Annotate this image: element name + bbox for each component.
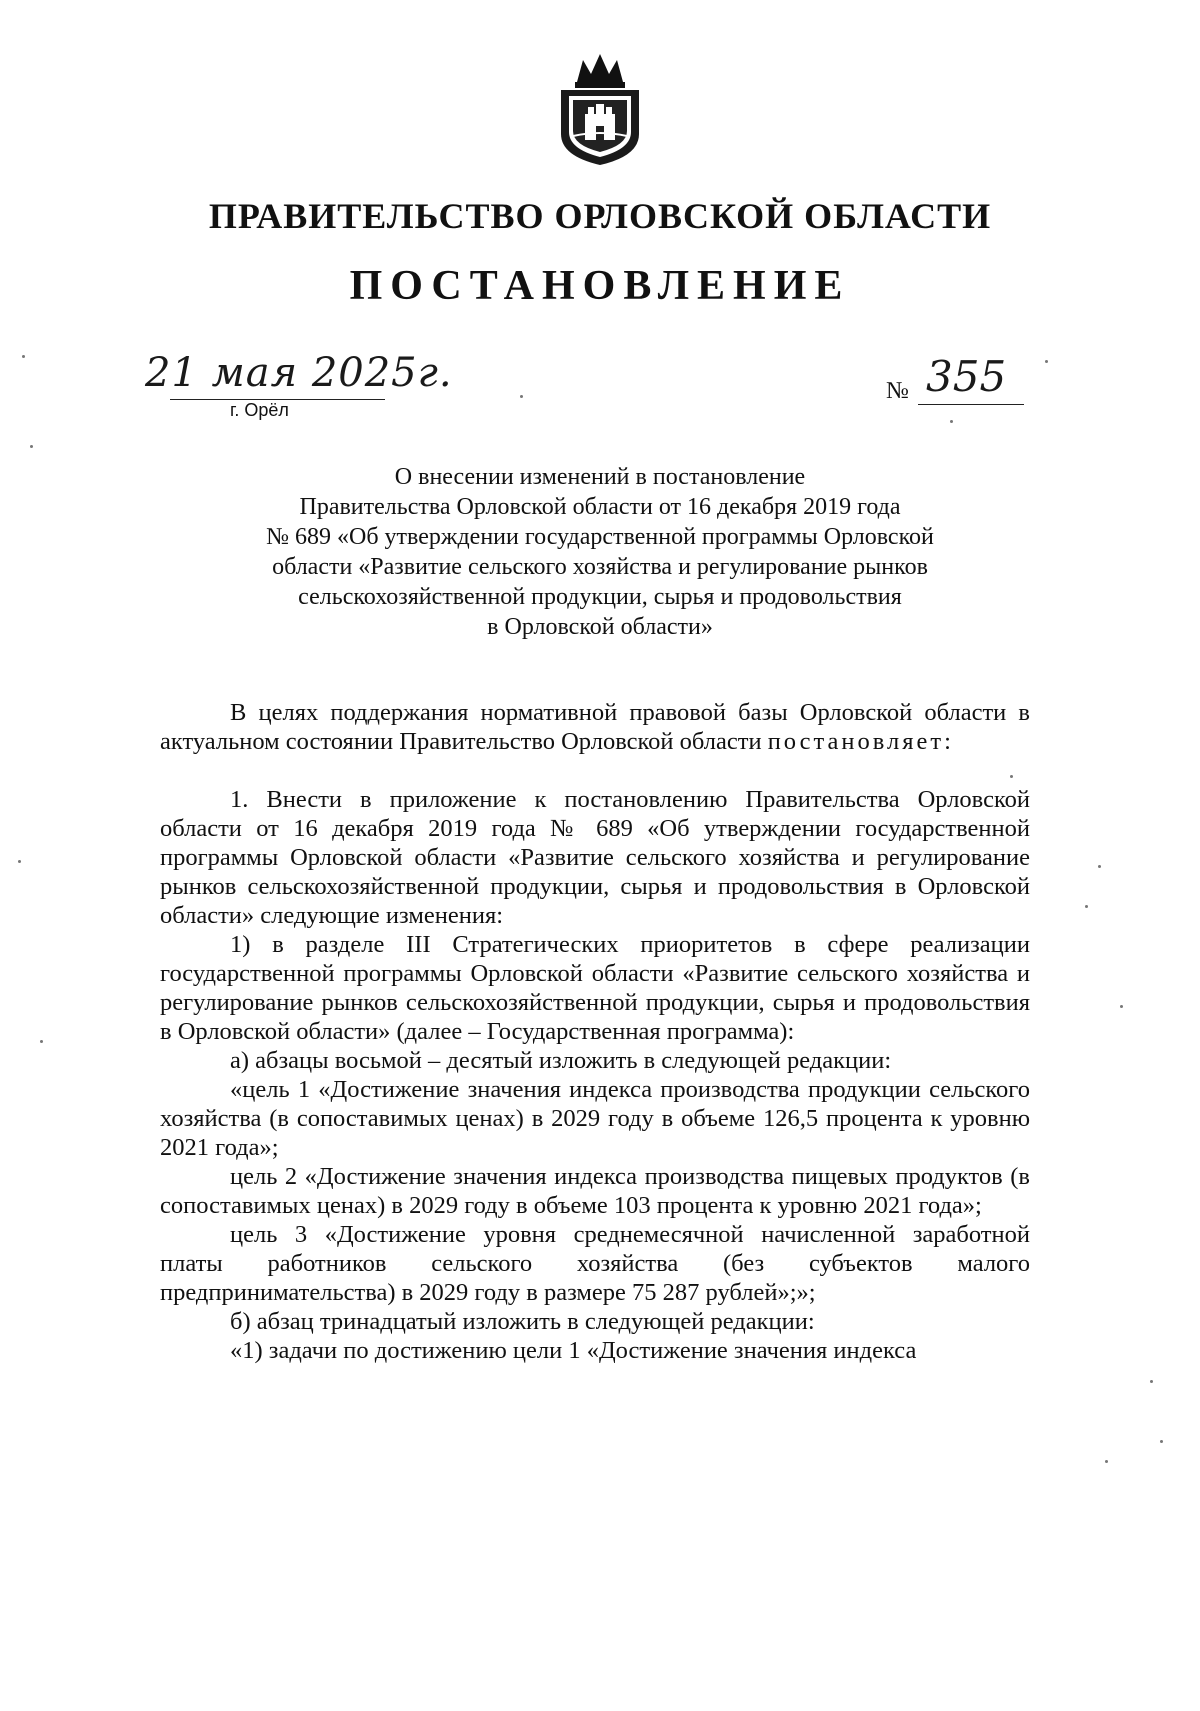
preamble-text: В целях поддержания нормативной правовой базы Орловской области в актуальном состоянии Правительство Орловской области [160, 699, 1030, 755]
paragraph: цель 2 «Достижение значения индекса производства пищевых продуктов (в сопоставимых ценах) в 2029 году в объеме 103 процента к уровню 2021 года»; [160, 1163, 1030, 1219]
government-title: ПРАВИТЕЛЬСТВО ОРЛОВСКОЙ ОБЛАСТИ [208, 196, 992, 236]
paragraph: «цель 1 «Достижение значения индекса производства продукции сельского хозяйства (в сопоставимых ценах) в 2029 году в объеме 126,5 процента к уровню 2021 года»; [160, 1076, 1030, 1161]
number-underline [918, 404, 1024, 405]
paragraph: «1) задачи по достижению цели 1 «Достижение значения индекса [230, 1337, 917, 1364]
coat-of-arms-icon [555, 52, 645, 167]
paragraph: цель 3 «Достижение уровня среднемесячной начисленной заработной платы работников сельского хозяйства (без субъектов малого предпринимательства) в 2029 году в размере 75 287 рублей»;»; [160, 1221, 1030, 1306]
subject-line: области «Развитие сельского хозяйства и регулирование рынков [272, 554, 928, 580]
paragraph: а) абзацы восьмой – десятый изложить в следующей редакции: [230, 1047, 892, 1074]
subject-line: № 689 «Об утверждении государственной программы Орловской [266, 524, 934, 550]
paragraph: 1. Внести в приложение к постановлению Правительства Орловской области от 16 декабря 2019 года № 689 «Об утверждении государственной программы Орловской области «Развитие сельского хозяйства и регулирование рынков сельскохозяйственной продукции, сырья и продовольствия в Орловской области» следующие изменения: [160, 786, 1030, 929]
subject-line: Правительства Орловской области от 16 декабря 2019 года [299, 494, 901, 520]
city: г. Орёл [230, 400, 289, 420]
paragraph: б) абзац тринадцатый изложить в следующей редакции: [230, 1308, 815, 1335]
handwritten-number: 355 [926, 352, 1007, 401]
document-type: ПОСТАНОВЛЕНИЕ [349, 263, 851, 309]
document-body [160, 698, 1030, 1365]
document-subject [200, 462, 1000, 642]
subject-line: в Орловской области» [487, 614, 713, 640]
preamble [160, 698, 1030, 756]
subject-line: О внесении изменений в постановление [394, 464, 806, 490]
subject-line: сельскохозяйственной продукции, сырья и продовольствия [298, 584, 902, 610]
handwritten-date: 21 мая 2025г. [145, 350, 453, 396]
number-label: № [886, 378, 909, 404]
decree-word: постановляет: [767, 728, 954, 755]
paragraph: 1) в разделе III Стратегических приоритетов в сфере реализации государственной программы Орловской области «Развитие сельского хозяйства и регулирование рынков сельскохозяйственной продукции, сырья и продовольствия в Орловской области» (далее – Государственная программа): [160, 931, 1030, 1045]
